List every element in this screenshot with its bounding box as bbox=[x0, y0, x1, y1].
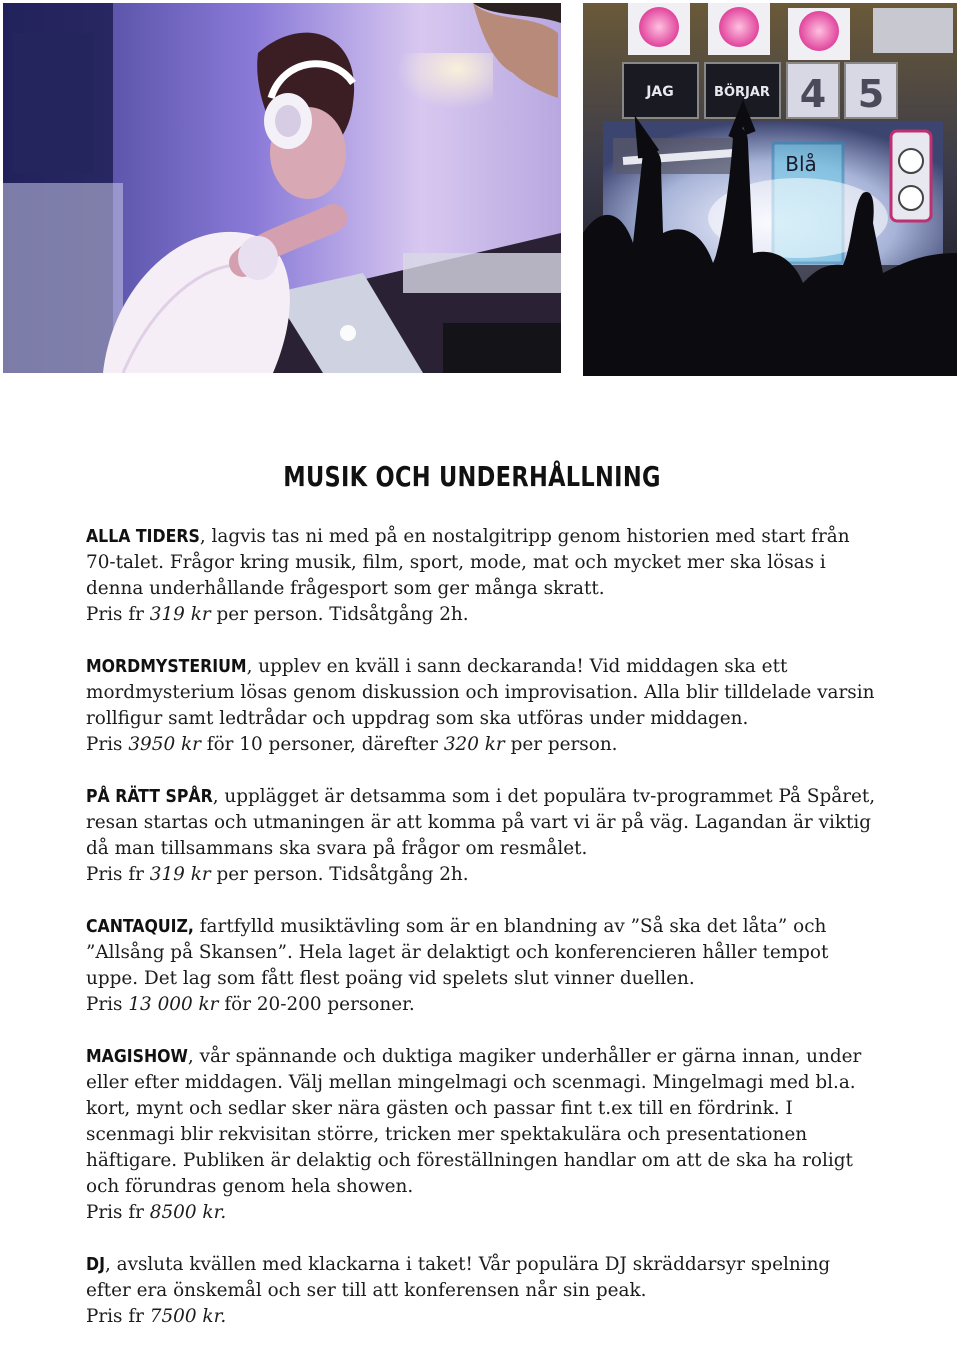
section-dj bbox=[86, 1252, 876, 1330]
section-description bbox=[86, 914, 876, 992]
section-description bbox=[86, 1044, 876, 1200]
section-text: , vår spännande och duktiga magiker underhåller er gärna innan, under eller efter middagen. Välj mellan mingelmagi och scenmagi. Mingelmagi med bl.a. kort, mynt och sedlar sker nära gästen och passar fint t.ex till en fördrink. I scenmagi blir rekvisitan större, tricken mer spektakulära och presentationen häftigare. Publiken är delaktig och föreställningen handlar om att de ska ha roligt och förundras genom hela showen. bbox=[86, 1046, 862, 1197]
price-value: 3950 kr bbox=[128, 734, 201, 755]
price-suffix: per person. Tidsåtgång 2h. bbox=[210, 604, 469, 625]
tile-borjar: BÖRJAR bbox=[714, 85, 770, 100]
section-pa-ratt-spar bbox=[86, 784, 876, 888]
section-name: MAGISHOW bbox=[86, 1047, 188, 1067]
price-value: 8500 kr. bbox=[149, 1202, 227, 1223]
section-description bbox=[86, 784, 876, 862]
price-line bbox=[86, 732, 876, 758]
price-prefix: Pris fr bbox=[86, 1202, 150, 1223]
section-mordmysterium bbox=[86, 654, 876, 758]
price-value: 319 kr bbox=[149, 864, 211, 885]
tile-number-5: 5 bbox=[857, 72, 885, 116]
price-line bbox=[86, 602, 876, 628]
wedding-dj-photo bbox=[3, 3, 561, 373]
section-description bbox=[86, 1252, 876, 1304]
page-title: MUSIK OCH UNDERHÅLLNING bbox=[283, 460, 661, 493]
price-value: 13 000 kr bbox=[128, 994, 219, 1015]
price-value: 319 kr bbox=[149, 604, 211, 625]
price-suffix: per person. bbox=[504, 734, 618, 755]
section-alla-tiders bbox=[86, 524, 876, 628]
price-value-2: 320 kr bbox=[443, 734, 505, 755]
section-name: ALLA TIDERS bbox=[86, 527, 200, 547]
price-line bbox=[86, 1200, 876, 1226]
section-name: MORDMYSTERIUM bbox=[86, 657, 247, 677]
section-description bbox=[86, 524, 876, 602]
price-suffix: för 20-200 personer. bbox=[218, 994, 415, 1015]
section-cantaquiz bbox=[86, 914, 876, 1018]
price-prefix: Pris fr bbox=[86, 864, 150, 885]
price-prefix: Pris bbox=[86, 734, 129, 755]
section-description bbox=[86, 654, 876, 732]
price-prefix: Pris fr bbox=[86, 604, 150, 625]
tile-jag: JAG bbox=[646, 84, 674, 100]
section-text: , upplägget är detsamma som i det populära tv-programmet På Spåret, resan startas och utmaningen är att komma på vart vi är på väg. Lagandan är viktig då man tillsammans ska svara på frågor om resmålet. bbox=[86, 786, 876, 859]
price-middle: för 10 personer, därefter bbox=[200, 734, 444, 755]
price-line bbox=[86, 1304, 876, 1330]
screen-bla: Blå bbox=[785, 152, 817, 176]
offer-list bbox=[86, 524, 876, 1356]
section-magishow bbox=[86, 1044, 876, 1226]
section-text: fartfylld musiktävling som är en blandning av ”Så ska det låta” och ”Allsång på Skansen”. Hela laget är delaktigt och konferencieren håller tempot uppe. Det lag som fått flest poäng vid spelets slut vinner duellen. bbox=[86, 916, 829, 989]
price-value: 7500 kr. bbox=[149, 1306, 227, 1327]
cantaquiz-stage-illustration bbox=[583, 3, 957, 376]
section-name: CANTAQUIZ, bbox=[86, 917, 194, 937]
price-line bbox=[86, 862, 876, 888]
section-text: , lagvis tas ni med på en nostalgitripp genom historien med start från 70-talet. Frågor kring musik, film, sport, mode, mat och mycket mer ska lösas i denna underhållande frågesport som ger många skratt. bbox=[86, 526, 850, 599]
section-text: , avsluta kvällen med klackarna i taket! Vår populära DJ skräddarsyr spelning efter era önskemål och ser till att konferensen når sin peak. bbox=[86, 1254, 831, 1301]
section-text: , upplev en kväll i sann deckaranda! Vid middagen ska ett mordmysterium lösas genom diskussion och improvisation. Alla blir tilldelade varsin rollfigur samt ledtrådar och uppdrag som ska utföras under middagen. bbox=[86, 656, 875, 729]
price-prefix: Pris bbox=[86, 994, 129, 1015]
section-name: PÅ RÄTT SPÅR bbox=[86, 787, 213, 807]
price-prefix: Pris fr bbox=[86, 1306, 150, 1327]
price-line bbox=[86, 992, 876, 1018]
wedding-dj-illustration bbox=[3, 3, 561, 373]
price-suffix: per person. Tidsåtgång 2h. bbox=[210, 864, 469, 885]
section-name: DJ bbox=[86, 1255, 105, 1275]
cantaquiz-screen-photo bbox=[583, 3, 957, 376]
tile-number-4: 4 bbox=[799, 72, 827, 116]
